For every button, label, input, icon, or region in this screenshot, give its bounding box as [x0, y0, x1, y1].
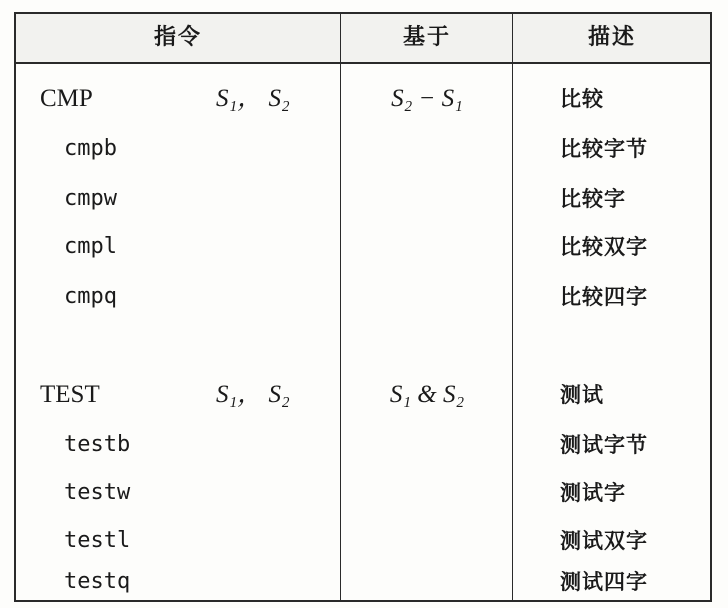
- instruction-variant: cmpb: [64, 136, 117, 161]
- description: 比较: [560, 87, 604, 111]
- instruction-variant: testw: [64, 480, 131, 505]
- description: 比较双字: [560, 235, 648, 259]
- table-row: [16, 222, 710, 272]
- table-row: [16, 516, 710, 566]
- instruction-name: CMP: [40, 85, 93, 112]
- instruction-variant: cmpl: [64, 234, 117, 259]
- description: 测试双字: [560, 529, 648, 553]
- instruction-table: [14, 12, 712, 602]
- instruction-variant: testb: [64, 432, 131, 457]
- table-header-row: [16, 14, 710, 64]
- table-row: [16, 468, 710, 518]
- header-instruction: 指令: [153, 25, 202, 50]
- table-row: [16, 174, 710, 224]
- description: 测试字节: [560, 433, 648, 457]
- description: 比较字: [560, 187, 626, 211]
- table-row: [16, 272, 710, 322]
- description: 测试字: [560, 481, 626, 505]
- instruction-variant: cmpw: [64, 186, 117, 211]
- table-row: [16, 370, 710, 420]
- table-row: [16, 420, 710, 470]
- operands: S₁， S₂: [216, 85, 290, 112]
- description: 测试四字: [560, 570, 648, 594]
- header-based-on: 基于: [402, 25, 451, 50]
- based-on-expression: S₁ & S₂: [389, 381, 465, 408]
- instruction-variant: testl: [64, 528, 131, 553]
- header-description: 描述: [587, 25, 636, 50]
- description: 测试: [560, 383, 604, 407]
- description: 比较字节: [560, 137, 648, 161]
- based-on-expression: S₂ − S₁: [391, 85, 463, 112]
- description: 比较四字: [560, 285, 648, 309]
- instruction-name: TEST: [40, 381, 100, 408]
- instruction-variant: testq: [64, 569, 131, 594]
- instruction-variant: cmpq: [64, 284, 117, 309]
- operands: S₁， S₂: [216, 381, 290, 408]
- table-row: [16, 74, 710, 124]
- table-row: [16, 124, 710, 174]
- table-row: [16, 564, 710, 600]
